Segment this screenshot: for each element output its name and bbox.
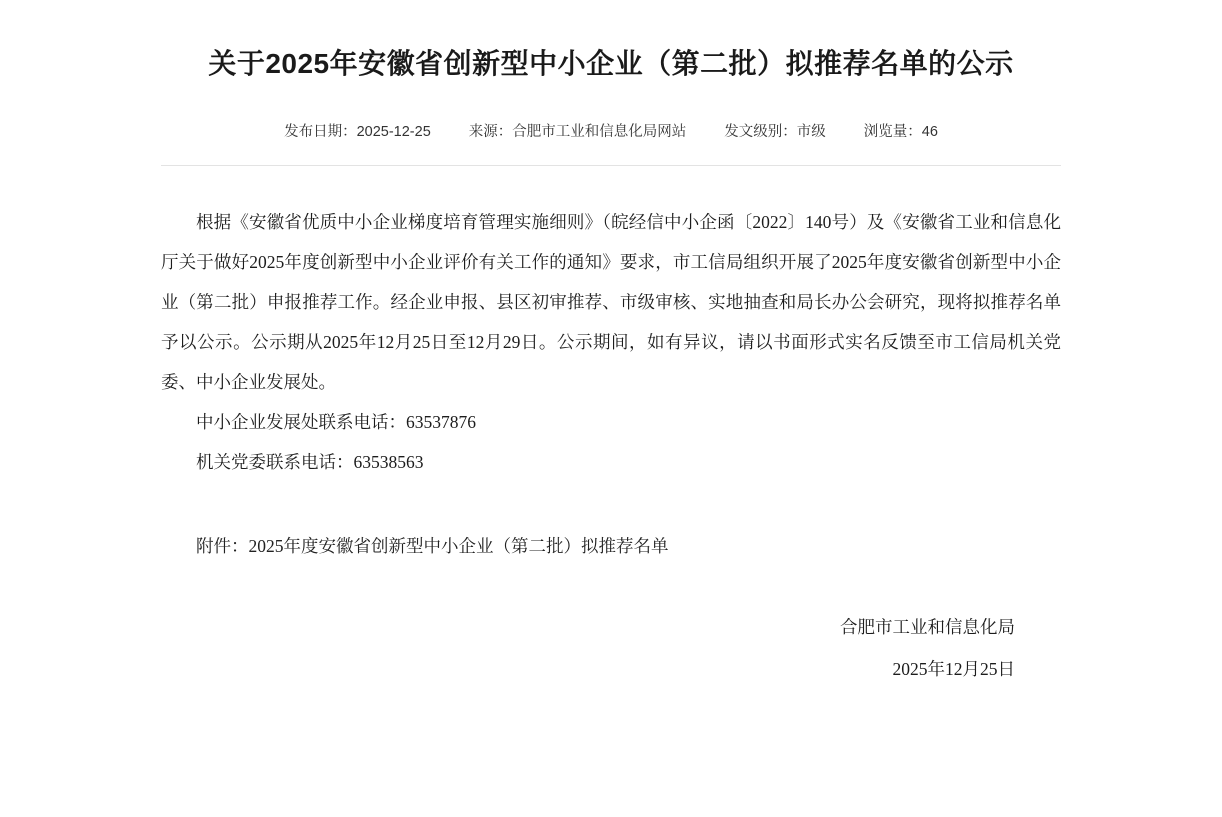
- header-divider: [161, 165, 1061, 166]
- meta-level-label: 发文级别：: [724, 124, 797, 140]
- signature-date: 2025年12月25日: [892, 659, 1015, 679]
- article-body: [161, 202, 1061, 482]
- meta-views-value: 46: [921, 124, 938, 140]
- meta-views-label: 浏览量：: [863, 124, 922, 140]
- signature-organization: 合肥市工业和信息化局: [840, 617, 1015, 637]
- signature-block: [161, 606, 1061, 690]
- article-container: [161, 0, 1061, 690]
- meta-level: [705, 120, 845, 141]
- article-meta: [161, 120, 1061, 141]
- meta-publish-date-value: 2025-12-25: [356, 124, 431, 140]
- body-paragraph-2: 中小企业发展处联系电话：63537876: [196, 412, 476, 432]
- page-title: 关于2025年安徽省创新型中小企业（第二批）拟推荐名单的公示: [208, 48, 1014, 79]
- meta-source-value: 合肥市工业和信息化局网站: [512, 124, 687, 140]
- meta-publish-date-label: 发布日期：: [284, 124, 357, 140]
- meta-level-value: 市级: [796, 124, 826, 140]
- meta-source-label: 来源：: [468, 124, 513, 140]
- body-paragraph-3: 机关党委联系电话：63538563: [196, 452, 424, 472]
- attachment-line: 附件：2025年度安徽省创新型中小企业（第二批）拟推荐名单: [196, 536, 669, 556]
- meta-views: [845, 120, 957, 141]
- meta-publish-date: [265, 120, 450, 141]
- body-paragraph-1: 根据《安徽省优质中小企业梯度培育管理实施细则》（皖经信中小企函〔2022〕140号）及《安徽省工业和信息化厅关于做好2025年度创新型中小企业评价有关工作的通知》要求，市工信局组织开展了2025年度安徽省创新型中小企业（第二批）申报推荐工作。经企业申报、县区初审推荐、市级审核、实地抽查和局长办公会研究，现将拟推荐名单予以公示。公示期从2025年12月25日至12月29日。公示期间，如有异议，请以书面形式实名反馈至市工信局机关党委、中小企业发展处。: [161, 212, 1061, 392]
- meta-source: [450, 120, 706, 141]
